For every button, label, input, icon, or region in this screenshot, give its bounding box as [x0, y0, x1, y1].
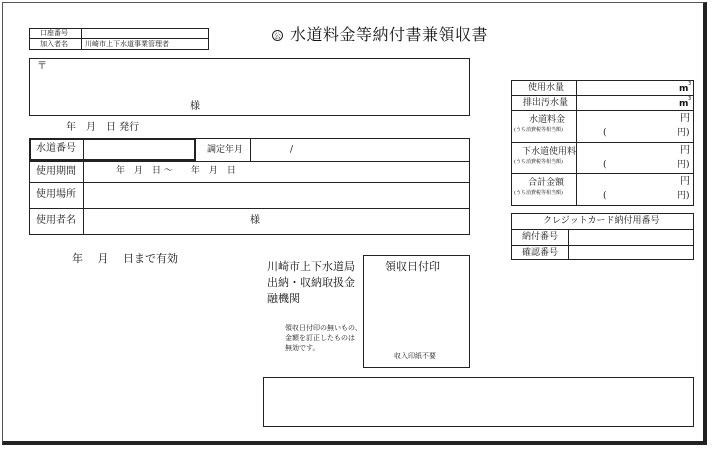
- address-honorific: 様: [190, 101, 200, 112]
- subscriber-label: 加入者名: [40, 40, 68, 48]
- divider: [511, 95, 694, 96]
- water-fee-label: 水道料金: [529, 115, 566, 125]
- divider: [83, 138, 84, 235]
- usage-place-label: 使用場所: [36, 189, 76, 200]
- water-fee-paren: (: [603, 128, 607, 138]
- sewer-fee-paren: (: [603, 160, 607, 170]
- notice-line-3: 無効です。: [285, 344, 320, 352]
- address-box: [29, 58, 470, 116]
- issue-date: 年 月 日 発行: [66, 122, 140, 133]
- validity-date: 年 月 日まで有効: [72, 252, 178, 265]
- sewer-fee-tax-label: (うち消費税等相当額): [514, 159, 563, 165]
- divider: [511, 229, 694, 230]
- user-honorific: 様: [250, 215, 260, 226]
- divider: [511, 245, 694, 246]
- notice-line-1: 領収日付印の無いもの、: [285, 324, 362, 332]
- issuer-line-2: 出納・収納取扱金: [267, 276, 355, 289]
- water-volume-unit-sup: 3: [688, 81, 692, 87]
- total-yen: 円: [680, 176, 690, 187]
- divider: [576, 80, 577, 206]
- total-tax-label: (うち消費税等相当額): [514, 190, 563, 196]
- water-volume-unit: m: [679, 84, 689, 94]
- total-paren: (: [603, 191, 607, 201]
- water-number-label: 水道番号: [36, 143, 76, 154]
- total-amount-label: 合計金額: [528, 178, 565, 188]
- sewer-fee-yen: 円: [680, 145, 690, 156]
- water-volume-label: 使用水量: [528, 83, 565, 93]
- sewage-volume-unit: m: [679, 99, 689, 109]
- issuer-line-1: 川崎市上下水道局: [267, 260, 355, 273]
- reading-month-value: /: [290, 145, 294, 155]
- postal-mark: 〒: [37, 61, 47, 72]
- reading-month-label: 調定年月: [207, 145, 244, 155]
- receipt-stamp-title: 領収日付印: [385, 260, 440, 273]
- divider: [29, 182, 470, 183]
- account-number-label: 口座番号: [40, 29, 68, 37]
- sewer-fee-label: 下水道使用料: [522, 147, 577, 157]
- divider: [29, 161, 470, 162]
- issuer-line-3: 融機関: [267, 292, 300, 305]
- sewer-fee-tax-yen: 円): [677, 160, 690, 170]
- sewage-volume-label: 排出汚水量: [523, 98, 569, 108]
- divider: [250, 138, 251, 161]
- usage-period-value: 年 月 日 ～ 年 月 日: [116, 166, 236, 176]
- water-fee-tax-label: (うち消費税等相当額): [514, 127, 563, 133]
- form-title: 水道料金等納付書兼領収書: [290, 25, 489, 44]
- sewage-volume-unit-sup: 3: [688, 96, 692, 102]
- divider: [511, 110, 694, 111]
- divider: [29, 208, 470, 209]
- divider: [568, 229, 569, 260]
- total-tax-yen: 円): [677, 191, 690, 201]
- usage-period-label: 使用期間: [36, 166, 76, 177]
- divider: [81, 28, 82, 50]
- divider: [29, 38, 209, 39]
- remarks-box: [263, 377, 694, 427]
- confirm-number-label: 確認番号: [522, 248, 559, 258]
- payment-number-label: 納付番号: [522, 232, 559, 242]
- stamp-duty-note: 収入印紙不要: [394, 352, 436, 360]
- water-fee-tax-yen: 円): [677, 128, 690, 138]
- subscriber-value: 川崎市上下水道事業管理者: [85, 40, 169, 48]
- water-fee-yen: 円: [680, 113, 690, 124]
- divider: [511, 142, 694, 143]
- divider: [511, 173, 694, 174]
- user-name-label: 使用者名: [36, 215, 76, 226]
- official-mark-icon: 公: [274, 32, 281, 40]
- notice-line-2: 金額を訂正したものは: [285, 334, 355, 342]
- credit-card-title: クレジットカード納付用番号: [543, 216, 660, 226]
